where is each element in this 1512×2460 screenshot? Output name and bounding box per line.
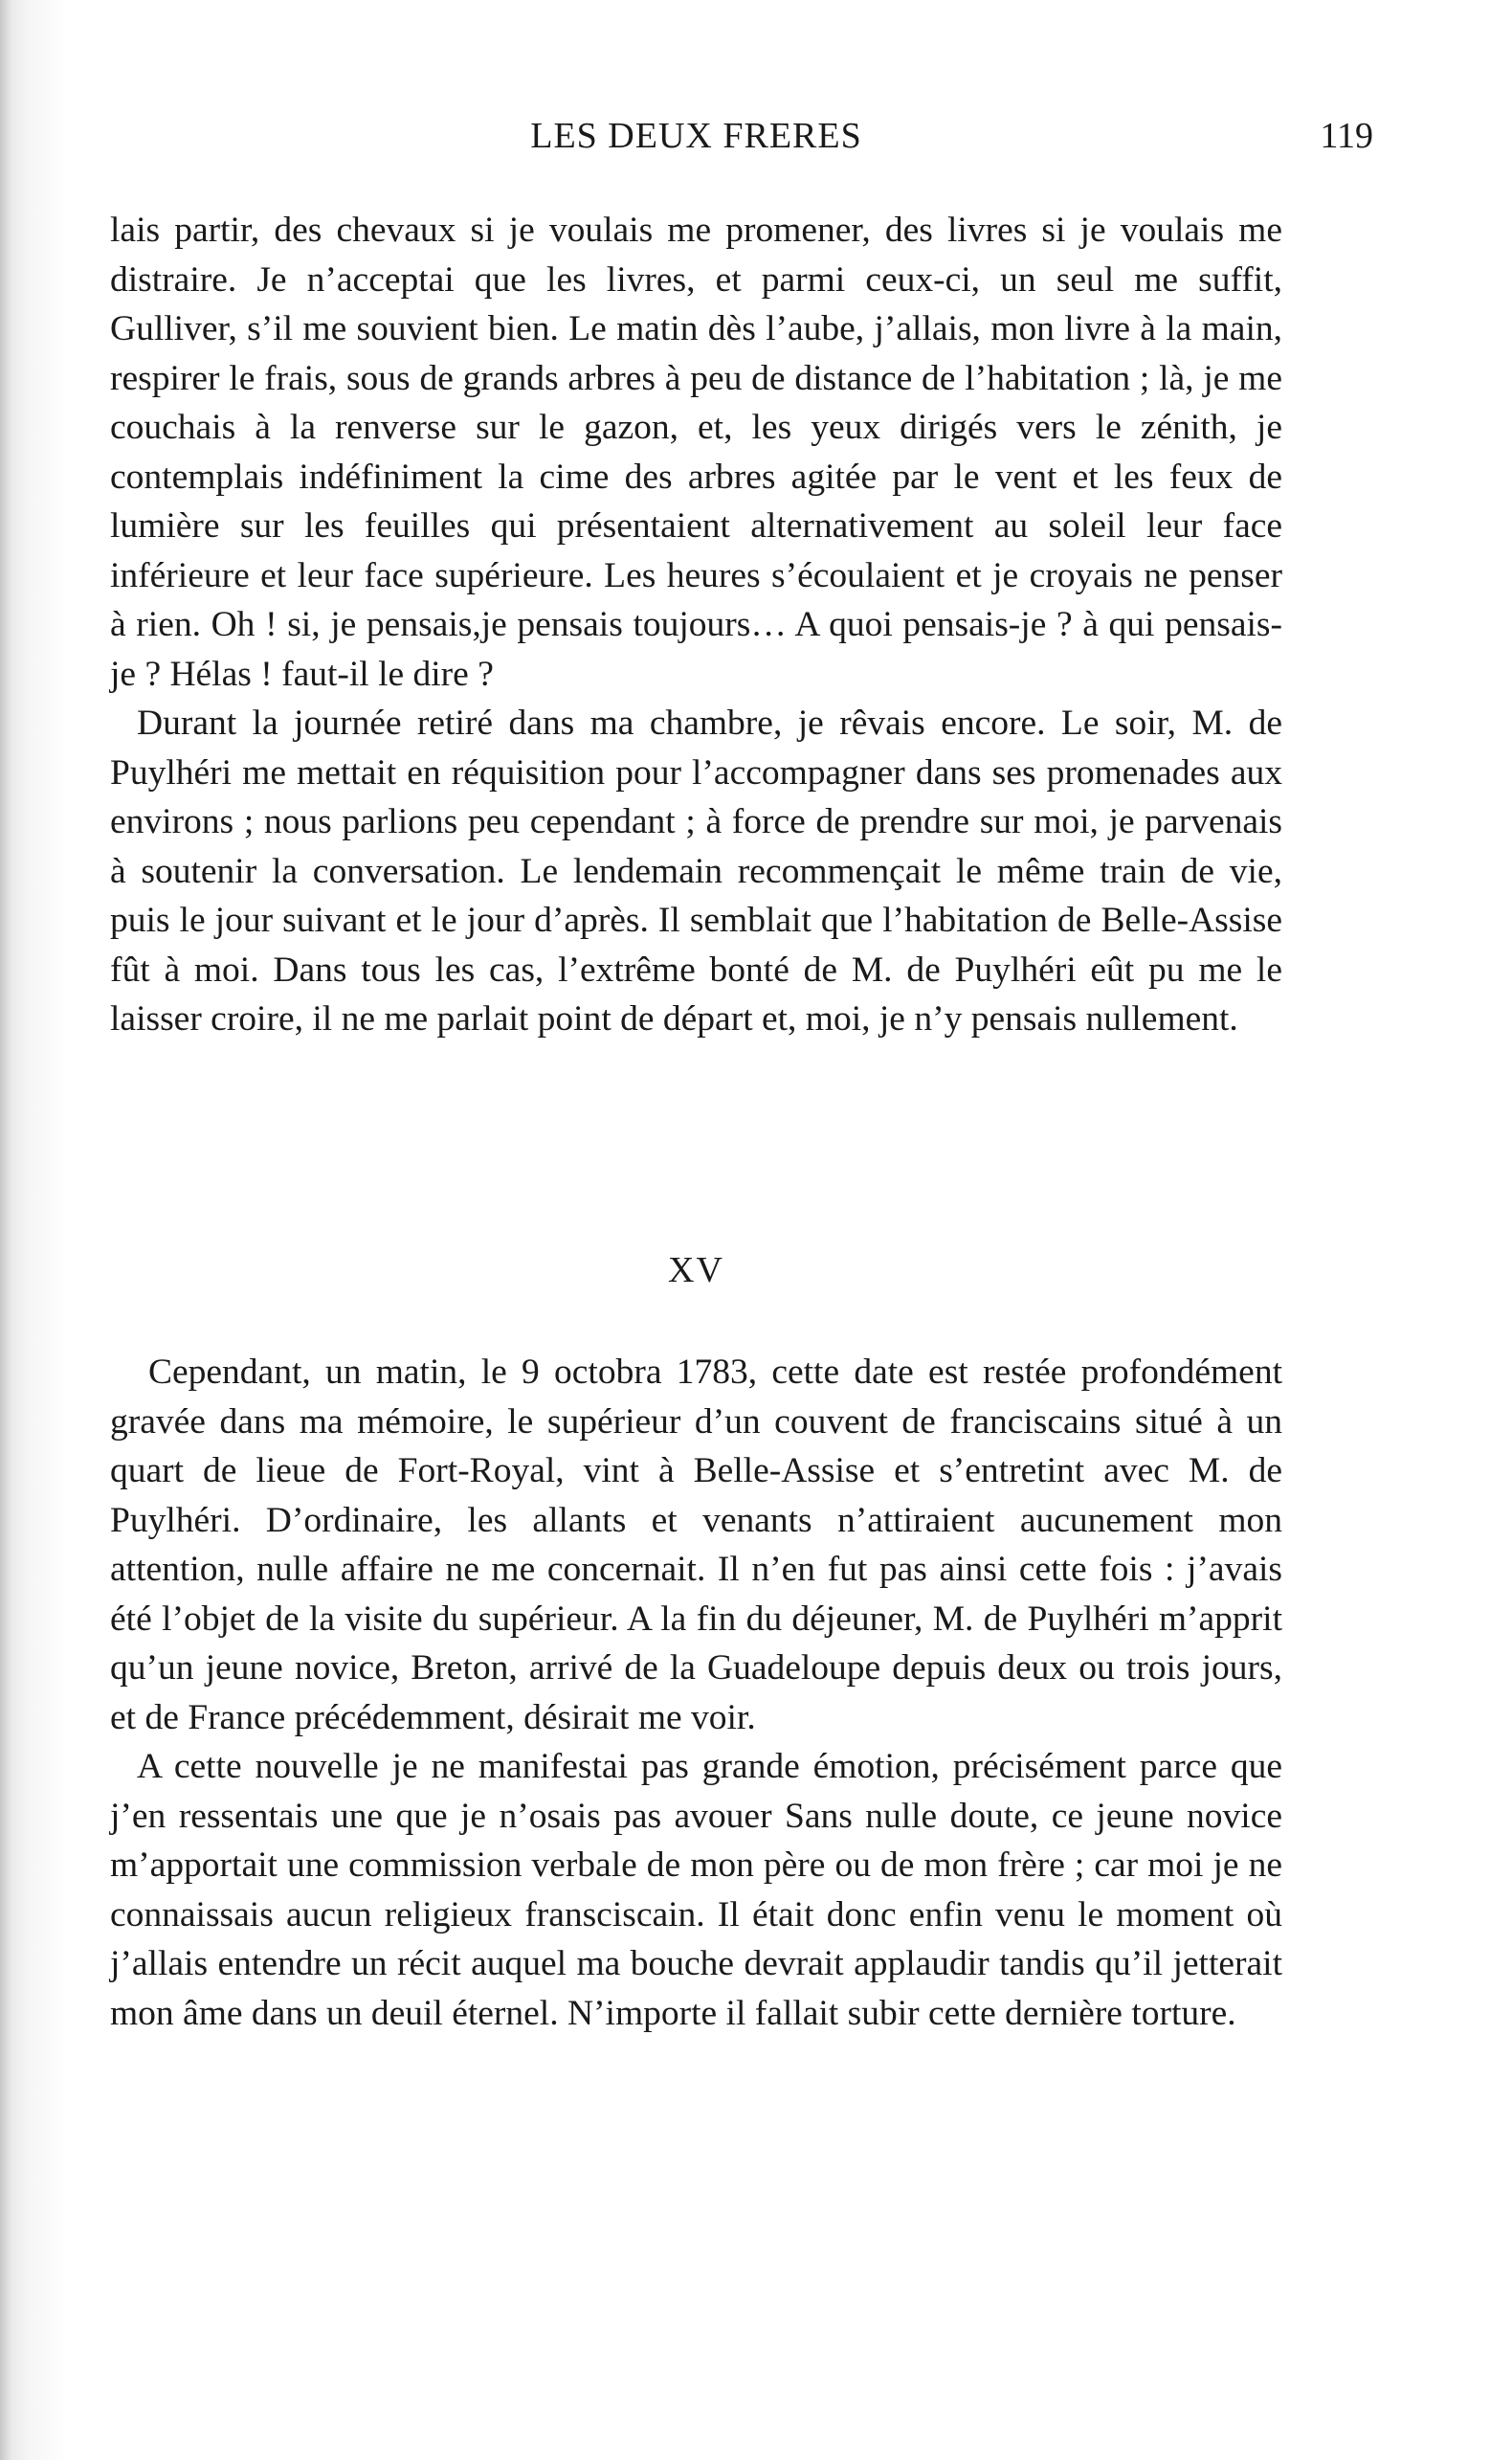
running-head (110, 115, 1373, 172)
section-heading: XV (668, 1250, 724, 1290)
paragraph: Cependant, un matin, le 9 octobra 1783, cette date est restée profondément gravée dans ma mémoire, le supérieur d’un couvent de franciscains situé à un quart de lieue de Fort-Royal, vint à Belle-Assise et s’entretint avec M. de Puylhéri. D’ordinaire, les allants et venants n’attiraient aucunement mon attention, nulle affaire ne me concernait. Il n’en fut pas ainsi cette fois : j’avais été l’objet de la visite du supérieur. A la fin du déjeuner, M. de Puylhéri m’apprit qu’un jeune novice, Breton, arrivé de la Guadeloupe depuis deux ou trois jours, et de France précédemment, désirait me voir. (110, 1353, 1282, 1737)
paragraph: lais partir, des chevaux si je voulais me promener, des livres si je voulais me distraire. Je n’acceptai que les livres, et parmi ceux-ci, un seul me suffit, Gulliver, s’il me souvient bien. Le matin dès l’aube, j’allais, mon livre à la main, respirer le frais, sous de grands arbres à peu de distance de l’habitation ; là, je me couchais à la renverse sur le gazon, et, les yeux dirigés vers le zénith, je contemplais indéfiniment la cime des arbres agitée par le vent et les feux de lumière sur les feuilles qui présentaient alternativement au soleil leur face inférieure et leur face supérieure. Les heures s’écoulaient et je croyais ne penser à rien. Oh ! si, je pensais,je pensais toujours… A quoi pensais-je ? à qui pensais-je ? Hélas ! faut-il le dire ? (110, 211, 1282, 694)
page-number: 119 (1320, 116, 1373, 156)
paragraph: Durant la journée retiré dans ma chambre, je rêvais encore. Le soir, M. de Puylhéri me mettait en réquisition pour l’accompagner dans ses promenades aux environs ; nous parlions peu cependant ; à force de prendre sur moi, je parvenais à soutenir la conversation. Le lendemain recommençait le même train de vie, puis le jour suivant et le jour d’après. Il semblait que l’habitation de Belle-Assise fût à moi. Dans tous les cas, l’extrême bonté de M. de Puylhéri eût pu me le laisser croire, il ne me parlait point de départ et, moi, je n’y pensais nullement. (110, 704, 1282, 1039)
body-text-before-section (110, 206, 1282, 1044)
paragraph: A cette nouvelle je ne manifestai pas grande émotion, précisément parce que j’en ressentais une que je n’osais pas avouer Sans nulle doute, ce jeune novice m’apportait une commission verbale de mon père ou de mon frère ; car moi je ne connaissais aucun religieux fransciscain. Il était donc enfin venu le moment où j’allais entendre un récit auquel ma bouche devrait applaudir tandis qu’il jetterait mon âme dans un deuil éternel. N’importe il fallait subir cette dernière torture. (110, 1747, 1282, 2033)
body-text-after-section (110, 1348, 1282, 2038)
running-title: LES DEUX FRERES (530, 116, 862, 156)
scan-edge-shadow (0, 0, 67, 2460)
